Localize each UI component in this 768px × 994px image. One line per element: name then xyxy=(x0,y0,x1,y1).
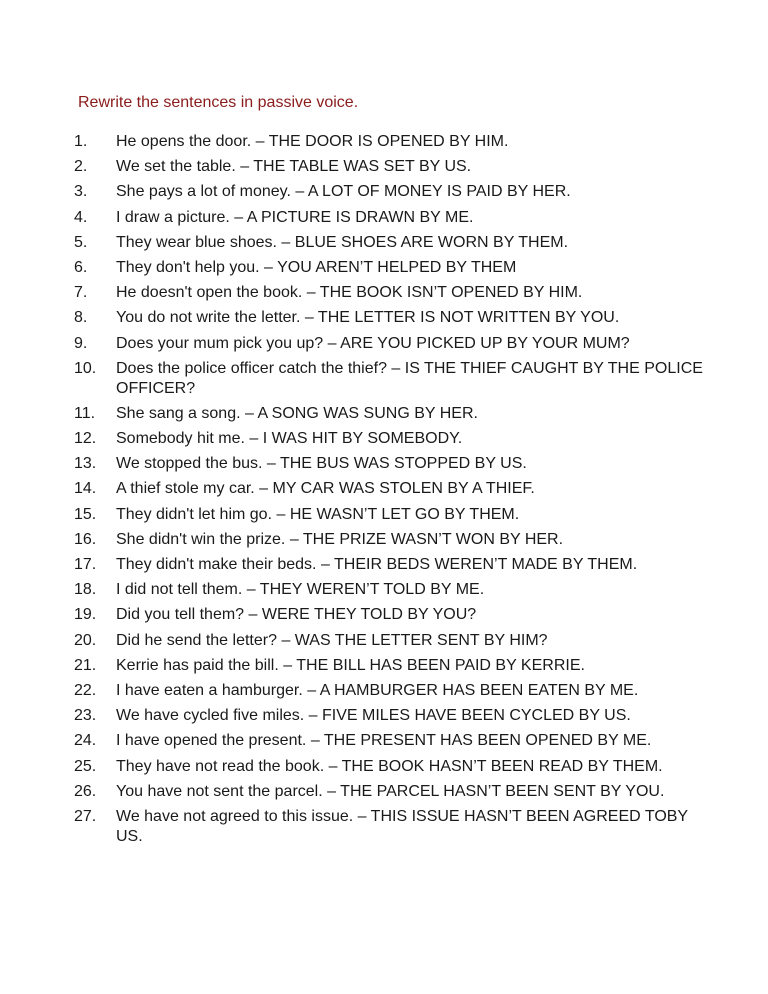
item-text: They don't help you. – YOU AREN’T HELPED BY THEM xyxy=(116,258,517,276)
item-text: You do not write the letter. – THE LETTER IS NOT WRITTEN BY YOU. xyxy=(116,309,620,327)
item-number: 14. xyxy=(74,480,97,498)
list-item xyxy=(74,731,704,751)
item-text: Does your mum pick you up? – ARE YOU PICKED UP BY YOUR MUM? xyxy=(116,334,630,352)
list-item xyxy=(74,157,704,177)
list-item xyxy=(74,605,704,625)
item-text: I have eaten a hamburger. – A HAMBURGER HAS BEEN EATEN BY ME. xyxy=(116,681,639,699)
item-text: We have not agreed to this issue. – THIS ISSUE HASN’T BEEN AGREED TOBY US. xyxy=(116,807,688,845)
item-number: 24. xyxy=(74,732,97,750)
item-number: 3. xyxy=(74,183,88,201)
item-text: Does the police officer catch the thief? – IS THE THIEF CAUGHT BY THE POLICE OFFICER? xyxy=(116,359,703,397)
item-number: 11. xyxy=(74,404,96,422)
item-text: They have not read the book. – THE BOOK HASN’T BEEN READ BY THEM. xyxy=(116,757,663,775)
item-number: 1. xyxy=(74,133,88,150)
item-number: 19. xyxy=(74,606,97,624)
item-text: She didn't win the prize. – THE PRIZE WASN’T WON BY HER. xyxy=(116,530,564,548)
item-text: Did he send the letter? – WAS THE LETTER SENT BY HIM? xyxy=(116,631,548,649)
item-number: 15. xyxy=(74,505,97,523)
item-text: They didn't let him go. – HE WASN’T LET GO BY THEM. xyxy=(116,505,520,523)
list-item xyxy=(74,132,704,152)
list-item xyxy=(74,656,704,676)
item-number: 16. xyxy=(74,530,97,548)
item-number: 20. xyxy=(74,631,97,649)
item-number: 13. xyxy=(74,455,97,473)
item-number: 17. xyxy=(74,556,97,573)
item-number: 27. xyxy=(74,807,97,825)
item-number: 2. xyxy=(74,158,88,176)
list-item xyxy=(74,258,704,278)
item-number: 21. xyxy=(74,656,97,674)
list-item xyxy=(74,757,704,777)
item-text: They wear blue shoes. – BLUE SHOES ARE WORN BY THEM. xyxy=(116,233,569,251)
item-text: You have not sent the parcel. – THE PARCEL HASN’T BEEN SENT BY YOU. xyxy=(116,782,665,800)
item-text: We have cycled five miles. – FIVE MILES HAVE BEEN CYCLED BY US. xyxy=(116,707,631,725)
list-item xyxy=(74,359,704,399)
item-number: 10. xyxy=(74,359,97,377)
item-text: Somebody hit me. – I WAS HIT BY SOMEBODY. xyxy=(116,430,463,448)
item-number: 8. xyxy=(74,309,88,327)
item-text: I have opened the present. – THE PRESENT HAS BEEN OPENED BY ME. xyxy=(116,732,652,750)
exercise-list xyxy=(74,132,704,852)
list-item xyxy=(74,530,704,550)
item-text: We stopped the bus. – THE BUS WAS STOPPED BY US. xyxy=(116,455,527,473)
list-item xyxy=(74,681,704,701)
list-item xyxy=(74,208,704,228)
list-item xyxy=(74,283,704,303)
item-text: Did you tell them? – WERE THEY TOLD BY YOU? xyxy=(116,606,477,624)
item-number: 18. xyxy=(74,581,97,599)
item-number: 23. xyxy=(74,707,97,725)
list-item xyxy=(74,334,704,354)
item-text: She sang a song. – A SONG WAS SUNG BY HER. xyxy=(116,404,478,422)
item-number: 25. xyxy=(74,757,97,775)
item-text: I did not tell them. – THEY WEREN’T TOLD BY ME. xyxy=(116,581,485,599)
item-text: He doesn't open the book. – THE BOOK ISN’T OPENED BY HIM. xyxy=(116,284,583,302)
item-number: 7. xyxy=(74,284,88,302)
list-item xyxy=(74,233,704,253)
list-item xyxy=(74,631,704,651)
item-text: He opens the door. – THE DOOR IS OPENED BY HIM. xyxy=(116,133,509,150)
item-number: 5. xyxy=(74,233,88,251)
item-text: They didn't make their beds. – THEIR BEDS WEREN’T MADE BY THEM. xyxy=(116,556,638,573)
worksheet-title: Rewrite the sentences in passive voice. xyxy=(78,94,359,111)
list-item xyxy=(74,308,704,328)
list-item xyxy=(74,454,704,474)
list-item xyxy=(74,429,704,449)
item-number: 4. xyxy=(74,208,88,226)
item-number: 22. xyxy=(74,681,97,699)
list-item xyxy=(74,479,704,499)
list-item xyxy=(74,505,704,525)
list-item xyxy=(74,782,704,802)
list-item xyxy=(74,807,704,847)
item-text: We set the table. – THE TABLE WAS SET BY US. xyxy=(116,158,472,176)
list-item xyxy=(74,706,704,726)
item-text: Kerrie has paid the bill. – THE BILL HAS BEEN PAID BY KERRIE. xyxy=(116,656,585,674)
item-text: A thief stole my car. – MY CAR WAS STOLEN BY A THIEF. xyxy=(116,480,535,498)
item-number: 6. xyxy=(74,258,88,276)
item-number: 26. xyxy=(74,782,97,800)
item-number: 9. xyxy=(74,334,88,352)
list-item xyxy=(74,580,704,600)
list-item xyxy=(74,404,704,424)
item-text: I draw a picture. – A PICTURE IS DRAWN BY ME. xyxy=(116,208,474,226)
list-item xyxy=(74,555,704,575)
item-text: She pays a lot of money. – A LOT OF MONEY IS PAID BY HER. xyxy=(116,183,571,201)
item-number: 12. xyxy=(74,430,97,448)
list-item xyxy=(74,182,704,202)
